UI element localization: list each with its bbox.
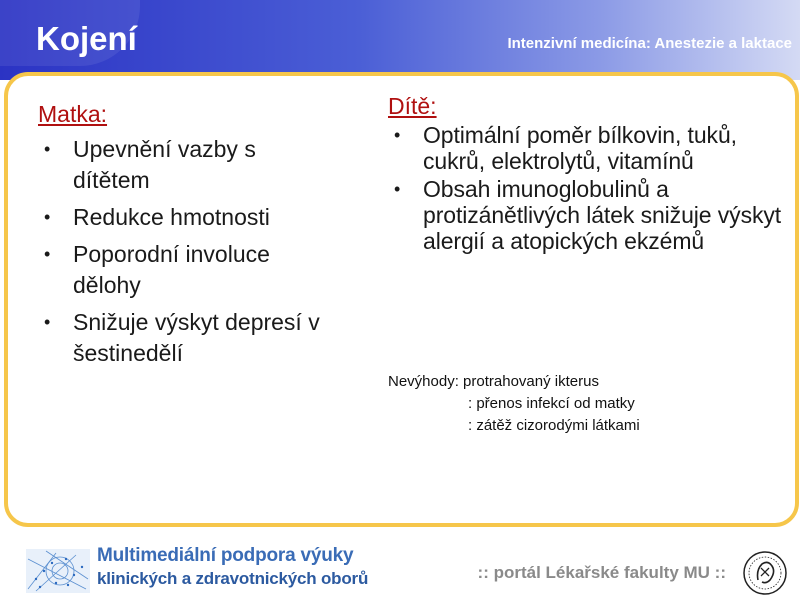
bullet-icon: • [44, 207, 51, 227]
bullet-icon: • [44, 139, 51, 159]
mother-column [38, 100, 338, 375]
list-item [388, 122, 788, 174]
drawback-line: Nevýhody: protrahovaný ikterus [388, 373, 599, 390]
network-globe-logo-icon [26, 549, 90, 593]
footer-portal-link[interactable]: :: portál Lékařské fakulty MU :: [477, 563, 726, 582]
footer [0, 540, 800, 600]
list-item-text: Poporodní involuce dělohy [73, 241, 270, 298]
list-item [38, 134, 338, 196]
university-seal-icon [742, 550, 788, 596]
child-column [388, 92, 788, 256]
list-item [38, 202, 338, 233]
child-heading: Dítě: [388, 93, 437, 119]
list-item-text: Upevnění vazby s dítětem [73, 136, 256, 193]
footer-brand-line2: klinických a zdravotnických oborů [97, 569, 369, 588]
list-item-text: Obsah imunoglobulinů a protizánětlivých látek snižuje výskyt alergií a atopických ekzémů [423, 176, 782, 254]
bullet-icon: • [394, 179, 401, 199]
list-item-text: Optimální poměr bílkovin, tuků, cukrů, elektrolytů, vitamínů [423, 122, 737, 174]
slide-title: Kojení [36, 20, 137, 57]
list-item-text: Snižuje výskyt depresí v šestinedělí [73, 309, 320, 366]
bullet-icon: • [44, 312, 51, 332]
mother-benefits-list [38, 134, 338, 369]
child-benefits-list [388, 122, 788, 254]
slide-header [0, 0, 800, 80]
drawbacks-block [388, 371, 640, 437]
bullet-icon: • [394, 125, 401, 145]
drawback-line: : přenos infekcí od matky [468, 395, 635, 412]
bullet-icon: • [44, 244, 51, 264]
list-item [38, 239, 338, 301]
footer-brand-line1: Multimediální podpora výuky [97, 545, 354, 566]
mother-heading: Matka: [38, 101, 108, 127]
list-item [388, 176, 788, 254]
list-item-text: Redukce hmotnosti [73, 204, 270, 230]
list-item [38, 307, 338, 369]
drawback-line: : zátěž cizorodými látkami [468, 417, 640, 434]
footer-brand [97, 545, 368, 589]
header-subtitle: Intenzivní medicína: Anestezie a laktace [507, 35, 792, 52]
